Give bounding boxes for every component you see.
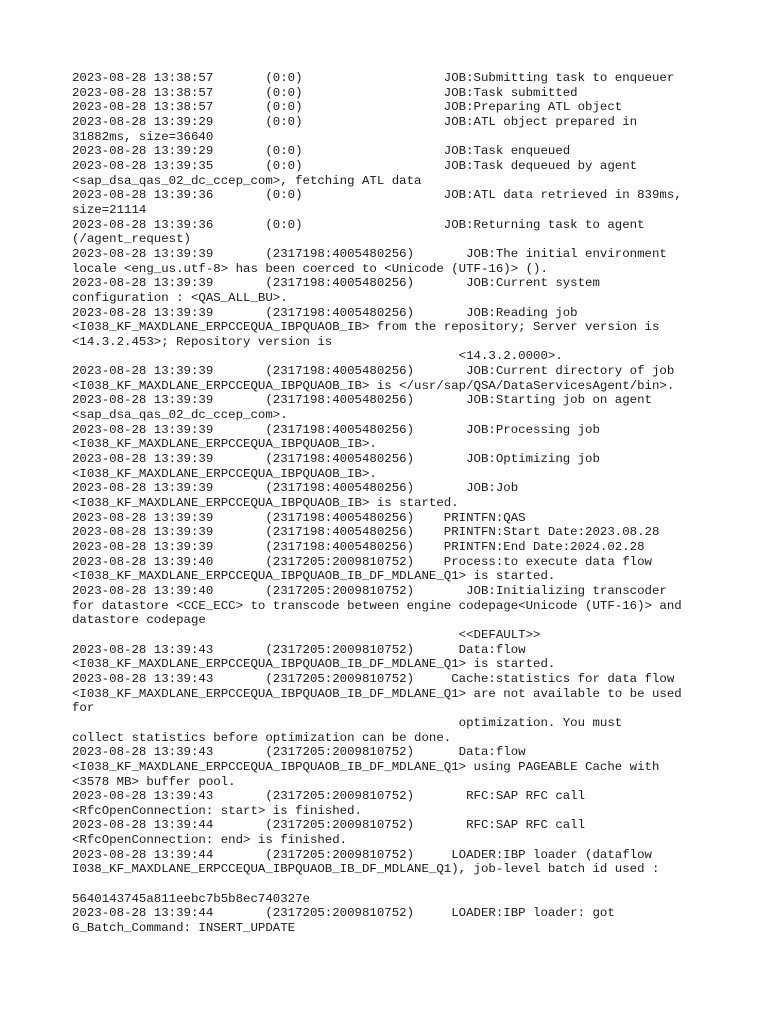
log-line: <RfcOpenConnection: end> is finished. xyxy=(72,833,348,848)
log-line: <I038_KF_MAXDLANE_ERPCCEQUA_IBPQUAOB_IB_DF_MDLANE_Q1> are not available to be used xyxy=(72,686,682,701)
log-line: <<DEFAULT>> xyxy=(72,627,541,642)
log-line: 2023-08-28 13:39:44 (2317205:2009810752) LOADER:IBP loader: got xyxy=(72,906,615,921)
log-line: <I038_KF_MAXDLANE_ERPCCEQUA_IBPQUAOB_IB> from the repository; Server version is xyxy=(72,320,660,335)
log-line: 2023-08-28 13:39:43 (2317205:2009810752) Data:flow xyxy=(72,745,526,760)
log-line: 2023-08-28 13:39:39 (2317198:4005480256) JOB:Current system xyxy=(72,276,600,291)
log-line: 2023-08-28 13:39:29 (0:0) JOB:ATL object prepared in xyxy=(72,114,638,129)
log-line: <I038_KF_MAXDLANE_ERPCCEQUA_IBPQUAOB_IB>. xyxy=(72,466,377,481)
log-line: 2023-08-28 13:39:39 (2317198:4005480256) JOB:Processing job xyxy=(72,422,600,437)
log-line: <14.3.2.453>; Repository version is xyxy=(72,334,333,349)
log-line: <14.3.2.0000>. xyxy=(72,349,563,364)
log-line: 2023-08-28 13:39:39 (2317198:4005480256) JOB:Job xyxy=(72,481,519,496)
log-line: size=21114 xyxy=(72,202,147,217)
log-line: <RfcOpenConnection: start> is finished. xyxy=(72,803,362,818)
log-line: 2023-08-28 13:39:43 (2317205:2009810752) RFC:SAP RFC call xyxy=(72,789,586,804)
log-line: <I038_KF_MAXDLANE_ERPCCEQUA_IBPQUAOB_IB_DF_MDLANE_Q1> is started. xyxy=(72,569,556,584)
log-line: 2023-08-28 13:39:36 (0:0) JOB:Returning task to agent xyxy=(72,217,645,232)
log-line: <I038_KF_MAXDLANE_ERPCCEQUA_IBPQUAOB_IB_DF_MDLANE_Q1> is started. xyxy=(72,657,556,672)
log-line: 2023-08-28 13:39:39 (2317198:4005480256) PRINTFN:QAS xyxy=(72,510,526,525)
log-line: 2023-08-28 13:39:40 (2317205:2009810752) Process:to execute data flow xyxy=(72,554,652,569)
log-line: (/agent_request) xyxy=(72,232,191,247)
log-line: optimization. You must xyxy=(72,715,623,730)
log-line: 2023-08-28 13:39:39 (2317198:4005480256) JOB:The initial environment xyxy=(72,246,667,261)
log-line: 2023-08-28 13:39:39 (2317198:4005480256) JOB:Reading job xyxy=(72,305,578,320)
log-line: 2023-08-28 13:39:44 (2317205:2009810752) RFC:SAP RFC call xyxy=(72,818,586,833)
log-line: datastore codepage xyxy=(72,613,206,628)
log-line: configuration : <QAS_ALL_BU>. xyxy=(72,290,288,305)
log-line: 2023-08-28 13:39:29 (0:0) JOB:Task enqueued xyxy=(72,144,571,159)
log-line: 2023-08-28 13:39:39 (2317198:4005480256) PRINTFN:Start Date:2023.08.28 xyxy=(72,525,660,540)
log-line: 2023-08-28 13:39:39 (2317198:4005480256) JOB:Current directory of job xyxy=(72,364,675,379)
log-line: 2023-08-28 13:38:57 (0:0) JOB:Preparing ATL object xyxy=(72,100,623,115)
log-line: <3578 MB> buffer pool. xyxy=(72,774,236,789)
log-line: 2023-08-28 13:39:39 (2317198:4005480256) JOB:Starting job on agent xyxy=(72,393,652,408)
log-line xyxy=(72,877,702,892)
log-line: 2023-08-28 13:39:43 (2317205:2009810752) Data:flow xyxy=(72,642,526,657)
log-line: <I038_KF_MAXDLANE_ERPCCEQUA_IBPQUAOB_IB> is </usr/sap/QSA/DataServicesAgent/bin>. xyxy=(72,378,675,393)
log-line: locale <eng_us.utf-8> has been coerced to <Unicode (UTF-16)> (). xyxy=(72,261,548,276)
log-line: G_Batch_Command: INSERT_UPDATE xyxy=(72,921,296,936)
log-line: <sap_dsa_qas_02_dc_ccep_com>. xyxy=(72,408,288,423)
log-line: 2023-08-28 13:38:57 (0:0) JOB:Task submitted xyxy=(72,85,578,100)
log-line: <I038_KF_MAXDLANE_ERPCCEQUA_IBPQUAOB_IB>. xyxy=(72,437,377,452)
log-line: 2023-08-28 13:39:40 (2317205:2009810752) JOB:Initializing transcoder xyxy=(72,583,667,598)
log-line: I038_KF_MAXDLANE_ERPCCEQUA_IBPQUAOB_IB_DF_MDLANE_Q1), job-level batch id used : xyxy=(72,862,660,877)
log-line: 5640143745a811eebc7b5b8ec740327e xyxy=(72,891,310,906)
log-line: collect statistics before optimization can be done. xyxy=(72,730,452,745)
log-line: 2023-08-28 13:39:39 (2317198:4005480256) PRINTFN:End Date:2024.02.28 xyxy=(72,540,645,554)
log-line: <I038_KF_MAXDLANE_ERPCCEQUA_IBPQUAOB_IB_DF_MDLANE_Q1> using PAGEABLE Cache with xyxy=(72,759,660,774)
job-log-document xyxy=(72,71,702,936)
log-line: <I038_KF_MAXDLANE_ERPCCEQUA_IBPQUAOB_IB> is started. xyxy=(72,496,459,511)
log-line: 2023-08-28 13:39:44 (2317205:2009810752) LOADER:IBP loader (dataflow xyxy=(72,847,652,862)
log-line: for datastore <CCE_ECC> to transcode between engine codepage<Unicode (UTF-16)> and xyxy=(72,598,682,613)
log-line: 2023-08-28 13:39:35 (0:0) JOB:Task dequeued by agent xyxy=(72,158,638,173)
log-line: for xyxy=(72,701,95,716)
log-line: 2023-08-28 13:38:57 (0:0) JOB:Submitting task to enqueuer xyxy=(72,71,675,85)
log-line: 2023-08-28 13:39:39 (2317198:4005480256) JOB:Optimizing job xyxy=(72,452,600,467)
log-line: <sap_dsa_qas_02_dc_ccep_com>, fetching ATL data xyxy=(72,173,422,188)
log-line: 2023-08-28 13:39:43 (2317205:2009810752) Cache:statistics for data flow xyxy=(72,671,675,686)
log-line: 31882ms, size=36640 xyxy=(72,129,214,144)
log-line: 2023-08-28 13:39:36 (0:0) JOB:ATL data retrieved in 839ms, xyxy=(72,188,682,203)
